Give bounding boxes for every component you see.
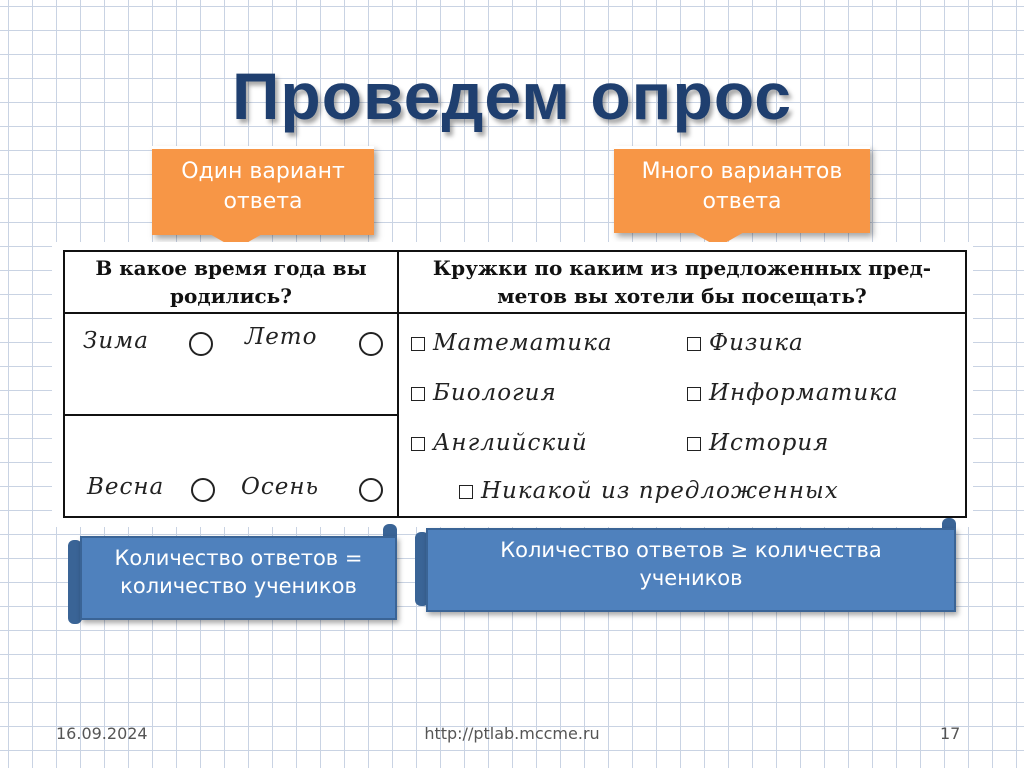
question-season-line1: В какое время года вы [95, 256, 367, 280]
callout-multiple-line2: ответа [702, 189, 782, 214]
footer-page-number: 17 [940, 724, 961, 743]
subject-informatics-option[interactable] [687, 380, 899, 406]
subject-physics-option[interactable] [687, 330, 804, 356]
slide-title: Проведем опрос [231, 59, 792, 133]
banner-right-line2: учеников [639, 566, 743, 590]
subject-physics-label: Физика [709, 330, 804, 356]
subject-english-option[interactable] [411, 430, 588, 456]
subject-none-option[interactable] [459, 478, 839, 504]
subject-history-option[interactable] [687, 430, 829, 456]
subject-english-label: Английский [433, 430, 588, 456]
subject-informatics-label: Информатика [709, 380, 899, 406]
season-autumn-radio[interactable] [359, 478, 383, 502]
banner-right-line1: Количество ответов ≥ количества [500, 538, 882, 562]
banner-answers-equal [80, 536, 397, 620]
subject-none-checkbox[interactable] [459, 485, 473, 499]
season-cell-bottom [64, 415, 398, 517]
subject-math-option[interactable] [411, 330, 613, 356]
season-winter-radio[interactable] [189, 332, 213, 356]
subject-math-label: Математика [433, 330, 613, 356]
subject-history-label: История [709, 430, 830, 456]
season-summer-label: Лето [245, 324, 318, 350]
question-clubs-line2: метов вы хотели бы посещать? [497, 284, 867, 308]
banner-left-line2: количество учеников [120, 574, 357, 598]
banner-answers-greater-equal [426, 528, 956, 612]
survey-panel [52, 242, 973, 527]
subject-none-label: Никакой из предложенных [481, 478, 839, 504]
season-winter-label: Зима [83, 328, 149, 354]
season-spring-label: Весна [87, 474, 165, 500]
season-summer-radio[interactable] [359, 332, 383, 356]
callout-single-line2: ответа [223, 189, 303, 214]
season-cell-top [64, 313, 398, 415]
footer-url: http://ptlab.mccme.ru [424, 724, 600, 743]
subject-informatics-checkbox[interactable] [687, 387, 701, 401]
banner-left-line1: Количество ответов = [114, 546, 363, 570]
callout-multiple-answers [614, 146, 870, 233]
subject-history-checkbox[interactable] [687, 437, 701, 451]
subject-physics-checkbox[interactable] [687, 337, 701, 351]
question-season-line2: родились? [170, 284, 292, 308]
survey-table [63, 250, 967, 518]
question-clubs-line1: Кружки по каким из предложенных пред- [432, 256, 932, 280]
question-clubs-header [398, 251, 966, 313]
footer-date: 16.09.2024 [56, 724, 148, 743]
callout-multiple-line1: Много вариантов [641, 159, 843, 184]
season-autumn-label: Осень [241, 474, 320, 500]
season-spring-radio[interactable] [191, 478, 215, 502]
callout-single-line1: Один вариант [181, 159, 345, 184]
callout-single-answer [152, 146, 374, 235]
subject-biology-label: Биология [433, 380, 557, 406]
subject-biology-checkbox[interactable] [411, 387, 425, 401]
subject-biology-option[interactable] [411, 380, 557, 406]
question-season-header [64, 251, 398, 313]
subject-english-checkbox[interactable] [411, 437, 425, 451]
subjects-cell [398, 313, 966, 517]
subject-math-checkbox[interactable] [411, 337, 425, 351]
